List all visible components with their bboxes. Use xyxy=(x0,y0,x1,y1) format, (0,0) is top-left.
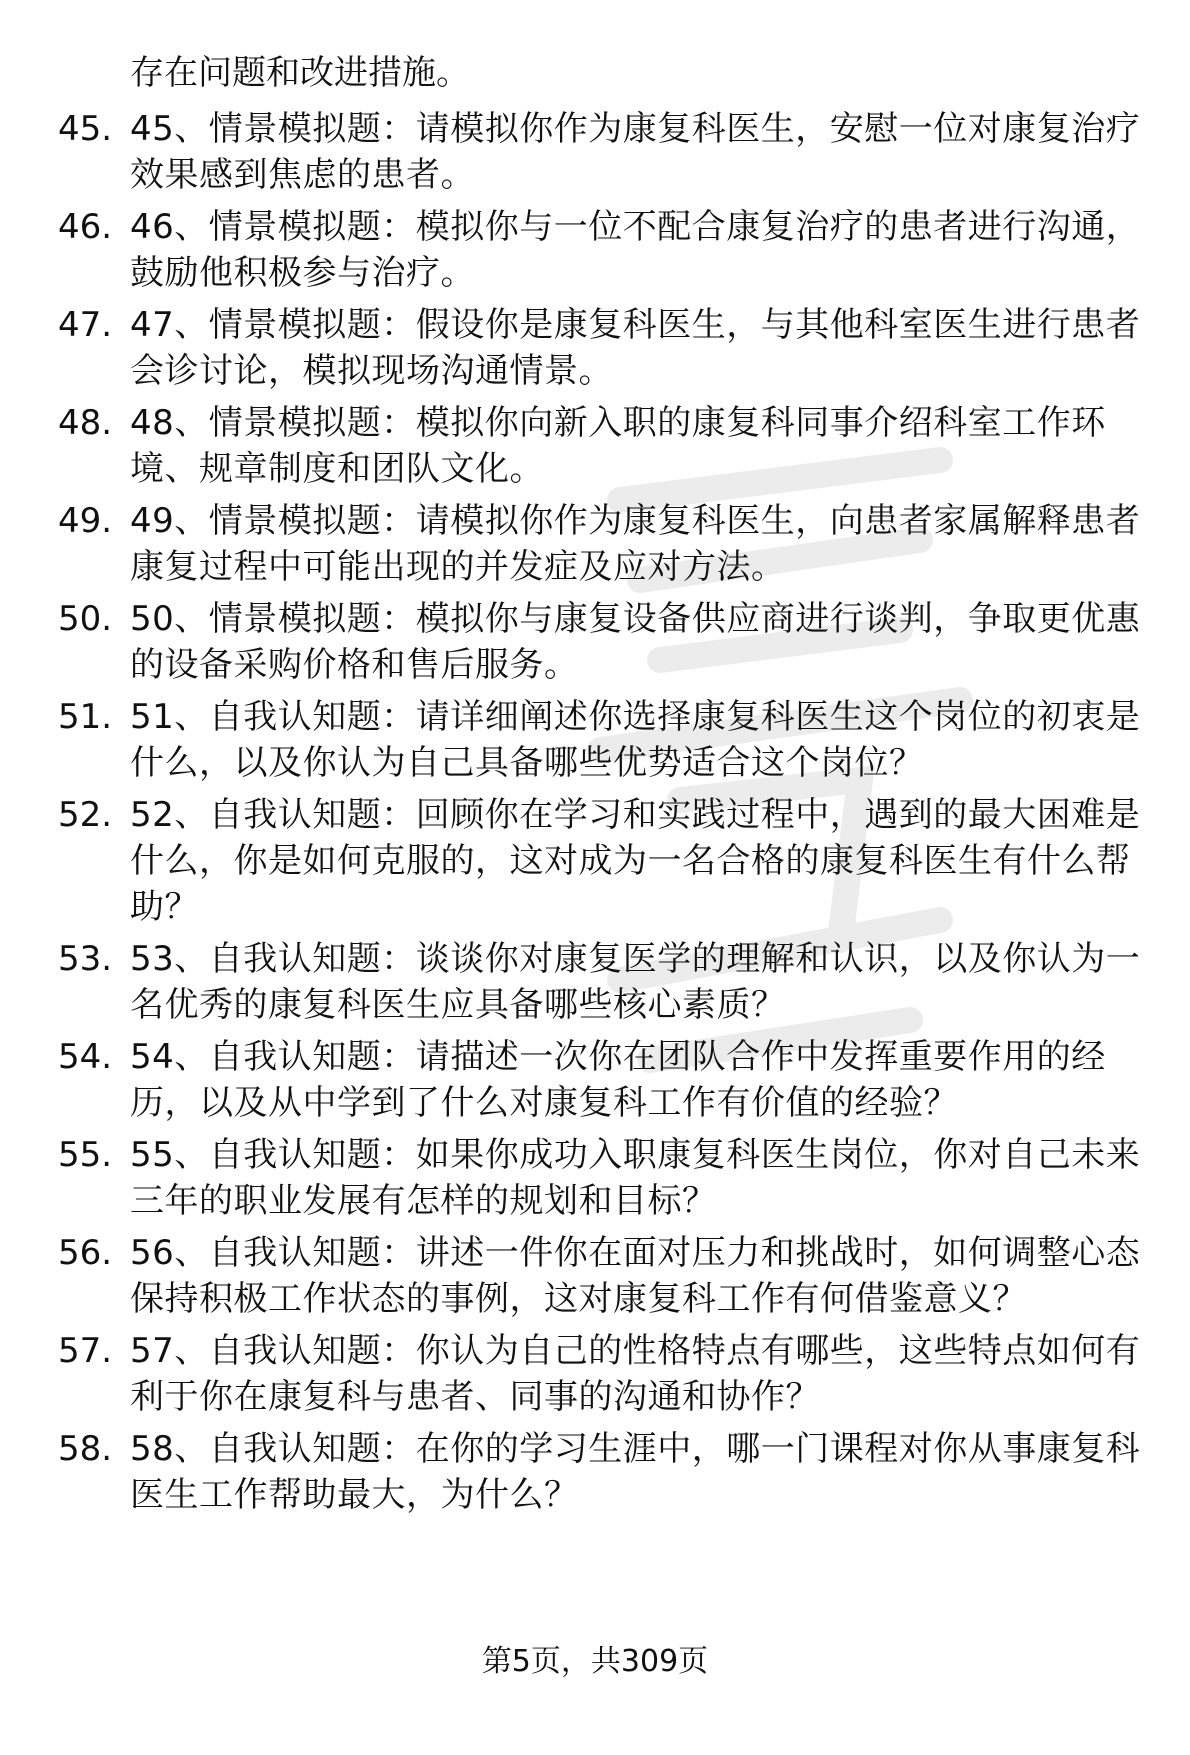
continued-text-line: 存在问题和改进措施。 xyxy=(130,53,470,93)
page-footer: 第5页，共309页 xyxy=(481,1644,709,1679)
question-text: 48、情景模拟题：模拟你向新入职的康复科同事介绍科室工作环境、规章制度和团队文化。 xyxy=(130,403,1106,489)
question-text: 54、自我认知题：请描述一次你在团队合作中发挥重要作用的经历，以及从中学到了什么对康复科工作有价值的经验？ xyxy=(130,1037,1106,1123)
question-text: 49、情景模拟题：请模拟你作为康复科医生，向患者家属解释患者康复过程中可能出现的并发症及应对方法。 xyxy=(130,501,1141,587)
question-number: 49. xyxy=(58,501,113,541)
question-number: 56. xyxy=(58,1233,113,1273)
question-number: 54. xyxy=(58,1037,113,1077)
question-text: 47、情景模拟题：假设你是康复科医生，与其他科室医生进行患者会诊讨论，模拟现场沟通情景。 xyxy=(130,305,1141,391)
question-text: 50、情景模拟题：模拟你与康复设备供应商进行谈判，争取更优惠的设备采购价格和售后服务。 xyxy=(130,599,1141,685)
question-number: 50. xyxy=(58,599,113,639)
question-number: 46. xyxy=(58,207,113,247)
question-number: 53. xyxy=(58,939,113,979)
question-text: 51、自我认知题：请详细阐述你选择康复科医生这个岗位的初衷是什么，以及你认为自己具备哪些优势适合这个岗位？ xyxy=(130,697,1141,783)
question-number: 47. xyxy=(58,305,113,345)
question-text: 46、情景模拟题：模拟你与一位不配合康复治疗的患者进行沟通，鼓励他积极参与治疗。 xyxy=(130,207,1141,293)
question-text: 45、情景模拟题：请模拟你作为康复科医生，安慰一位对康复治疗效果感到焦虑的患者。 xyxy=(130,109,1141,195)
question-number: 58. xyxy=(58,1429,113,1469)
question-text: 57、自我认知题：你认为自己的性格特点有哪些，这些特点如何有利于你在康复科与患者、同事的沟通和协作？ xyxy=(130,1331,1141,1417)
question-number: 45. xyxy=(58,109,113,149)
question-number: 52. xyxy=(58,795,113,835)
question-number: 55. xyxy=(58,1135,113,1175)
question-number: 51. xyxy=(58,697,113,737)
question-text: 53、自我认知题：谈谈你对康复医学的理解和认识，以及你认为一名优秀的康复科医生应具备哪些核心素质？ xyxy=(130,939,1141,1025)
question-text: 55、自我认知题：如果你成功入职康复科医生岗位，你对自己未来三年的职业发展有怎样的规划和目标？ xyxy=(130,1135,1141,1221)
question-text: 52、自我认知题：回顾你在学习和实践过程中，遇到的最大困难是什么，你是如何克服的，这对成为一名合格的康复科医生有什么帮助？ xyxy=(130,795,1141,927)
question-text: 56、自我认知题：讲述一件你在面对压力和挑战时，如何调整心态保持积极工作状态的事例，这对康复科工作有何借鉴意义？ xyxy=(130,1233,1141,1319)
question-number: 48. xyxy=(58,403,113,443)
question-number: 57. xyxy=(58,1331,113,1371)
question-text: 58、自我认知题：在你的学习生涯中，哪一门课程对你从事康复科医生工作帮助最大，为什么？ xyxy=(130,1429,1141,1515)
